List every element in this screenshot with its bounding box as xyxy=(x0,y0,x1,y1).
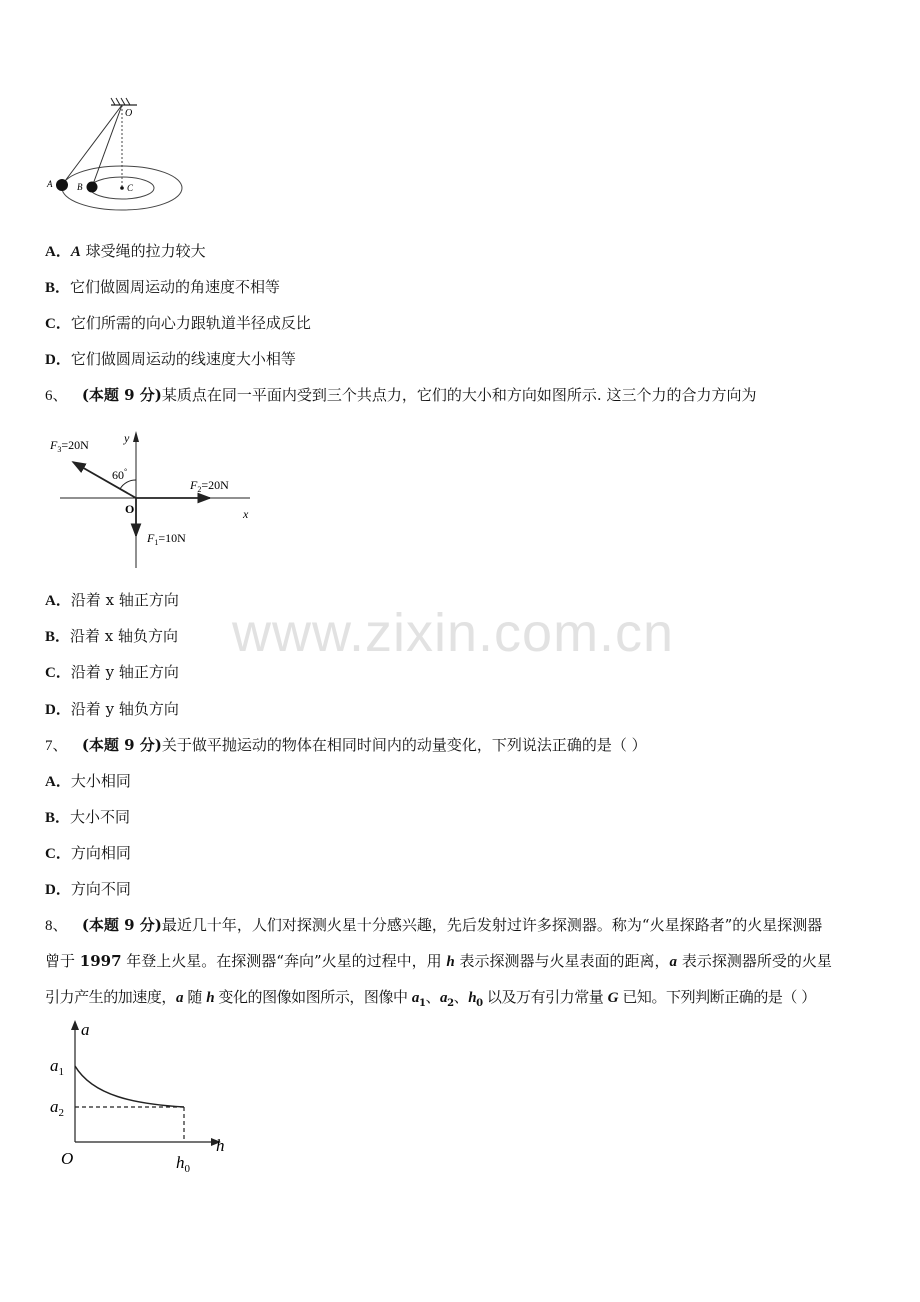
q6-option-a: A．沿着 x 轴正方向 xyxy=(45,591,179,609)
svg-text:B: B xyxy=(77,182,83,192)
svg-text:h: h xyxy=(216,1136,225,1155)
ball-a xyxy=(56,179,68,191)
svg-text:O: O xyxy=(125,108,133,119)
svg-text:A: A xyxy=(47,179,53,189)
acceleration-height-graph xyxy=(45,1018,235,1178)
q5-option-c: C．它们所需的向心力跟轨道半径成反比 xyxy=(45,314,311,332)
q5-option-a: A．A 球受绳的拉力较大 xyxy=(45,242,206,260)
q5-option-d: D．它们做圆周运动的线速度大小相等 xyxy=(45,350,296,368)
q6-option-d: D．沿着 y 轴负方向 xyxy=(45,700,179,718)
q7-option-c: C．方向相同 xyxy=(45,844,131,862)
svg-text:F2=20N: $F_2=20N$ xyxy=(190,478,229,494)
svg-text:60°: 60° xyxy=(112,467,128,482)
force-diagram xyxy=(45,428,265,573)
a-h-curve xyxy=(75,1066,184,1107)
svg-text:C: C xyxy=(127,183,134,193)
svg-text:O: O xyxy=(125,502,135,516)
svg-text:a: a xyxy=(81,1020,90,1039)
q8-stem-line1: 8、 (本题 9 分)最近几十年，人们对探测火星十分感兴趣，先后发射过许多探测器。称为“火星探路者”的火星探测器 xyxy=(45,916,823,934)
q6-stem: 6、 (本题 9 分)某质点在同一平面内受到三个共点力，它们的大小和方向如图所示. 这三个力的合力方向为 xyxy=(45,386,757,404)
watermark: www.zixin.com.cn xyxy=(232,603,675,663)
q7-option-b: B．大小不同 xyxy=(45,808,131,826)
svg-text:F1=10N: $F_1=10N$ xyxy=(147,531,186,547)
svg-text:x: x xyxy=(243,507,249,521)
ball-b xyxy=(87,182,98,193)
svg-text:F3=20N: $F_3=20N$ xyxy=(50,438,89,454)
q7-option-a: A．大小相同 xyxy=(45,772,131,790)
svg-text:h0: $h_0$ xyxy=(176,1153,190,1175)
conical-pendulum-figure xyxy=(45,95,195,220)
q6-option-b: B．沿着 x 轴负方向 xyxy=(45,627,179,645)
q7-option-d: D．方向不同 xyxy=(45,880,131,898)
q8-stem-line3: 引力产生的加速度，a 随 h 变化的图像如图所示，图像中 $a_1$、$a_2$、$h_0$ 以及万有引力常量 G 已知。下列判断正确的是（ ） xyxy=(45,988,816,1009)
center-c xyxy=(120,186,124,190)
q6-option-c: C．沿着 y 轴正方向 xyxy=(45,663,179,681)
svg-text:a2: $a_2$ xyxy=(50,1097,64,1119)
svg-text:a1: $a_1$ xyxy=(50,1056,64,1078)
q5-option-b: B．它们做圆周运动的角速度不相等 xyxy=(45,278,281,296)
q7-stem: 7、 (本题 9 分)关于做平抛运动的物体在相同时间内的动量变化，下列说法正确的是（ ） xyxy=(45,736,647,754)
svg-text:y: y xyxy=(124,431,130,445)
svg-text:O: O xyxy=(61,1149,74,1168)
q8-stem-line2: 曾于 1997 年登上火星。在探测器“奔向”火星的过程中，用 h 表示探测器与火星表面的距离，a 表示探测器所受的火星 xyxy=(45,952,832,970)
